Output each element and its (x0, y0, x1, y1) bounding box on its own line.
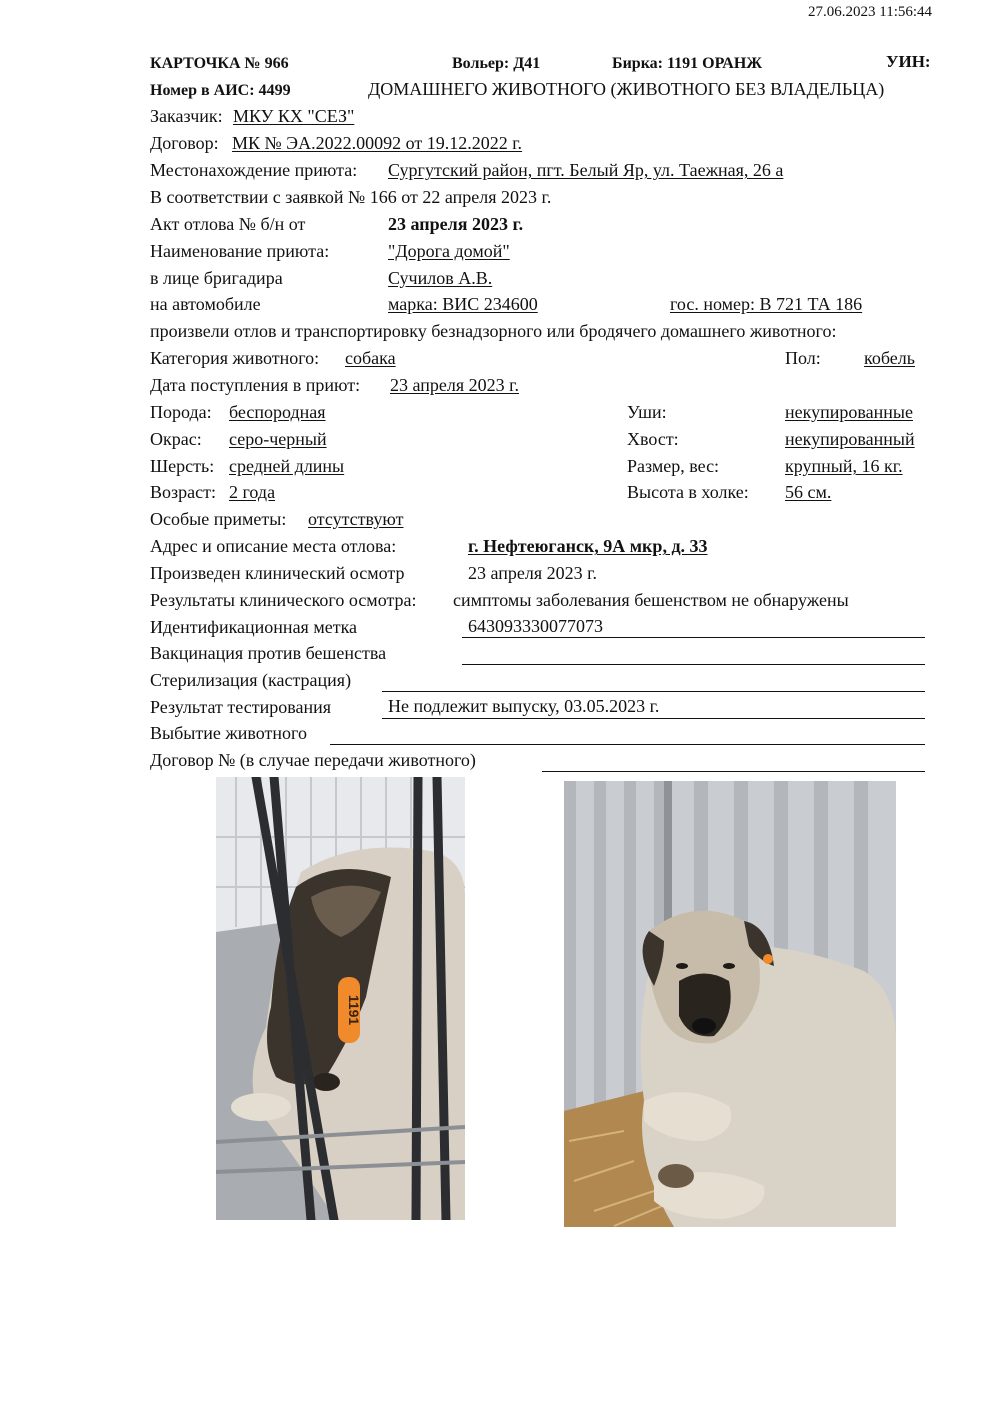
height-value: 56 см. (785, 482, 832, 502)
departure-underline (330, 744, 925, 745)
shelter-location-label: Местонахождение приюта: (150, 160, 358, 180)
customer-label: Заказчик: (150, 106, 223, 126)
tail-value: некупированный (785, 429, 915, 449)
exam-result-label: Результаты клинического осмотра: (150, 590, 417, 610)
rabies-vaccination-underline (462, 664, 925, 665)
capture-address-label: Адрес и описание места отлова: (150, 536, 397, 556)
card-number: КАРТОЧКА № 966 (150, 55, 289, 72)
id-mark-underline (462, 637, 925, 638)
uin-label: УИН: (886, 52, 931, 71)
coat-value: средней длины (229, 456, 345, 476)
height-label: Высота в холке: (627, 482, 749, 502)
marks-value: отсутствуют (308, 509, 404, 529)
exam-label: Произведен клинический осмотр (150, 563, 405, 583)
color-value: серо-черный (229, 429, 327, 449)
shelter-name-value: "Дорога домой" (388, 241, 510, 261)
sex-label: Пол: (785, 348, 821, 368)
capture-act-label: Акт отлова № б/н от (150, 214, 306, 234)
vehicle-plate: гос. номер: В 721 ТА 186 (670, 294, 863, 314)
ear-tag-text: 1191 (346, 994, 362, 1026)
request-line: В соответствии с заявкой № 166 от 22 апреля 2023 г. (150, 187, 552, 207)
sterilization-label: Стерилизация (кастрация) (150, 670, 352, 690)
age-value: 2 года (229, 482, 276, 502)
age-label: Возраст: (150, 482, 216, 502)
test-result-underline (382, 718, 925, 719)
transfer-contract-label: Договор № (в случае передачи животного) (150, 750, 476, 770)
foreman-value: Сучилов А.В. (388, 268, 493, 288)
transfer-contract-underline (542, 771, 925, 772)
tail-label: Хвост: (627, 429, 679, 449)
enclosure: Вольер: Д41 (452, 55, 541, 72)
dog-photo-right (564, 781, 896, 1227)
sterilization-underline (382, 691, 925, 692)
breed-value: беспородная (229, 402, 326, 422)
shelter-name-label: Наименование приюта: (150, 241, 330, 261)
size-label: Размер, вес: (627, 456, 720, 476)
card-subtitle: ДОМАШНЕГО ЖИВОТНОГО (ЖИВОТНОГО БЕЗ ВЛАДЕЛЬЦА) (368, 79, 885, 99)
category-label: Категория животного: (150, 348, 320, 368)
print-timestamp: 27.06.2023 11:56:44 (808, 4, 933, 20)
ais-number: Номер в АИС: 4499 (150, 82, 291, 99)
test-result-value: Не подлежит выпуску, 03.05.2023 г. (388, 696, 660, 716)
exam-result-value: симптомы заболевания бешенством не обнаружены (453, 590, 849, 610)
dog-photo-left (216, 777, 465, 1220)
category-value: собака (345, 348, 396, 368)
contract-value: МК № ЭА.2022.00092 от 19.12.2022 г. (232, 133, 523, 153)
rabies-vaccination-label: Вакцинация против бешенства (150, 643, 387, 663)
sex-value: кобель (864, 348, 915, 368)
foreman-label: в лице бригадира (150, 268, 283, 288)
customer-value: МКУ КХ "СЕЗ" (233, 106, 355, 126)
breed-label: Порода: (150, 402, 212, 422)
id-mark-value: 643093330077073 (468, 616, 603, 636)
test-result-label: Результат тестирования (150, 697, 331, 717)
ears-label: Уши: (627, 402, 667, 422)
contract-label: Договор: (150, 133, 219, 153)
color-label: Окрас: (150, 429, 202, 449)
id-mark-label: Идентификационная метка (150, 617, 358, 637)
vehicle-brand: марка: ВИС 234600 (388, 294, 538, 314)
coat-label: Шерсть: (150, 456, 215, 476)
arrival-label: Дата поступления в приют: (150, 375, 361, 395)
departure-label: Выбытие животного (150, 723, 307, 743)
capture-act-date: 23 апреля 2023 г. (388, 214, 524, 234)
vehicle-label: на автомобиле (150, 294, 261, 314)
exam-date: 23 апреля 2023 г. (468, 563, 597, 583)
capture-address-value: г. Нефтеюганск, 9А мкр, д. 33 (468, 536, 708, 556)
size-value: крупный, 16 кг. (785, 456, 903, 476)
arrival-value: 23 апреля 2023 г. (390, 375, 519, 395)
tag-number: Бирка: 1191 ОРАНЖ (612, 55, 763, 72)
ears-value: некупированные (785, 402, 913, 422)
marks-label: Особые приметы: (150, 509, 287, 529)
statement-line: произвели отлов и транспортировку безнадзорного или бродячего домашнего животного: (150, 321, 837, 341)
shelter-location-value: Сургутский район, пгт. Белый Яр, ул. Таежная, 26 а (388, 160, 784, 180)
